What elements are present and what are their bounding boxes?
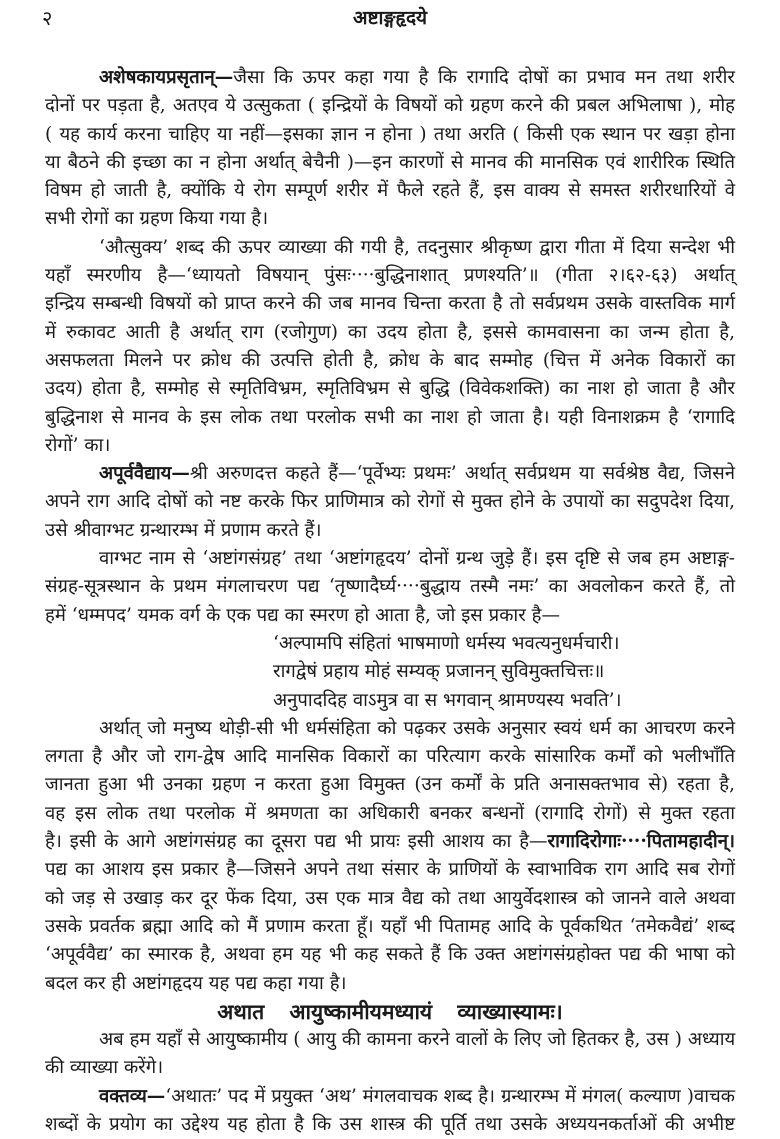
- line-text: लगता है और जो राग-द्वेष आदि मानसिक विकारों का परित्याग करके सांसारिक कर्मों को भलीभाँति: [45, 746, 735, 768]
- line-text: अथात आयुष्कामीयमध्यायं व्याख्यास्यामः।: [217, 998, 563, 1024]
- text-line: [45, 64, 735, 92]
- paragraph: [45, 1026, 735, 1083]
- text-line: [45, 290, 735, 318]
- text-line: [45, 205, 735, 233]
- line-text: को जड़ से उखाड़ कर दूर फेंक दिया, उस एक मात्र वैद्य को तथा आयुर्वेदशास्त्र को जानने वाले अथवा: [45, 887, 735, 909]
- text-line: [45, 602, 735, 630]
- text-line: [45, 573, 735, 601]
- text-line: [45, 630, 735, 658]
- text-line: [45, 177, 735, 205]
- text-line: [45, 828, 735, 856]
- text-line: [45, 460, 735, 488]
- text-line: [45, 687, 735, 715]
- line-text: अपने राग आदि दोषों को नष्ट करके फिर प्राणिमात्र को रोगों से मुक्त होने के उपायों का सदुपदेश दिया,: [45, 491, 735, 513]
- line-text: रोगों’ का।: [45, 434, 111, 456]
- text-line: [45, 234, 735, 262]
- line-text: सभी रोगों का ग्रहण किया गया है।: [45, 208, 269, 230]
- bold-lead-term: अपूर्ववैद्याय—: [99, 463, 190, 485]
- text-line: [45, 545, 735, 573]
- text-line: [45, 715, 735, 743]
- line-text: बदल कर ही अष्टांगहृदय यह पद्य कहा गया है।: [45, 972, 347, 994]
- line-text: विषम हो जाती है, क्योंकि ये रोग सम्पूर्ण शरीर में फैले रहते हैं, इस वाक्य से समस्त शरीरधारियों वे: [45, 180, 735, 202]
- text-line: [45, 998, 735, 1026]
- text-line: [45, 913, 735, 941]
- text-line: [45, 800, 735, 828]
- text-line: [45, 92, 735, 120]
- line-text: शब्दों के प्रयोग का उद्देश्य यह होता है कि उस शास्त्र की पूर्ति तथा उसके अध्ययनकर्ताओं की अभीष्ट: [45, 1113, 735, 1135]
- text-line: [45, 856, 735, 884]
- bold-lead-term: अशेषकायप्रसृतान्—: [99, 67, 234, 88]
- line-text: है। इसी के आगे अष्टांगसंग्रह का दूसरा पद्य भी प्रायः इसी आशय का है—: [45, 831, 548, 853]
- line-text: जानता हुआ भी उनका ग्रहण न करता हुआ विमुक्त (उन कर्मों के प्रति अनासक्तभाव से) रहता है,: [45, 774, 735, 796]
- section-heading: [45, 998, 735, 1026]
- line-text: वह इस लोक तथा परलोक में श्रमणता का अधिकारी बनकर बन्धनों (रागादि रोगों) से मुक्त रहता: [45, 802, 735, 824]
- text-line: [45, 347, 735, 375]
- line-text: असफलता मिलने पर क्रोध की उत्पत्ति होती है, क्रोध के बाद सम्मोह (चित्त में अनेक विकारों का: [45, 349, 735, 371]
- text-line: [45, 432, 735, 460]
- line-text: इन्द्रिय सम्बन्धी विषयों को प्राप्त करने की जब मानव चिन्ता करता है तो सर्वप्रथम उसके वास्तविक मार्ग: [45, 293, 735, 315]
- line-text: हमें ‘धम्मपद’ यमक वर्ग के एक पद्य का स्मरण हो आता है, जो इस प्रकार है—: [45, 604, 560, 626]
- line-text: अनुपाददिह वाऽमुत्र वा स भगवान् श्रामण्यस्य भवति’।: [273, 689, 622, 711]
- line-text: रागद्वेषं प्रहाय मोहं सम्यक् प्रजानन् सुविमुक्तचित्तः॥: [273, 661, 605, 683]
- page-body: [45, 64, 735, 1139]
- text-line: [45, 319, 735, 347]
- text-line: [45, 488, 735, 516]
- line-text: श्री अरुणदत्त कहते हैं—‘पूर्वेभ्यः प्रथमः’ अर्थात् सर्वप्रथम या सर्वश्रेष्ठ वैद्य, जिसने: [189, 463, 735, 485]
- text-line: [45, 941, 735, 969]
- page-number: २: [42, 6, 53, 30]
- line-text: दोनों पर पड़ता है, अतएव ये उत्सुकता ( इन्द्रियों के विषयों को ग्रहण करने की प्रबल अभिलाषा ), मोह: [45, 95, 735, 117]
- text-line: [45, 404, 735, 432]
- bold-quoted-verse: रागादिरोगाः····पितामहादीन्।: [547, 831, 735, 853]
- text-line: [45, 262, 735, 290]
- line-text: जैसा कि ऊपर कहा गया है कि रागादि दोषों का प्रभाव मन तथा शरीर: [233, 67, 735, 88]
- bold-lead-term: वक्तव्य—: [99, 1085, 166, 1107]
- line-text: या बैठने की इच्छा का न होना अर्थात् बेचैनी )—इन कारणों से मानव की मानसिक एवं शारीरिक स्थिति: [45, 151, 735, 173]
- line-text: उसे श्रीवाग्भट ग्रन्थारम्भ में प्रणाम करते हैं।: [45, 519, 322, 541]
- line-text: बुद्धिनाश से मानव के इस लोक तथा परलोक सभी का नाश हो जाता है। यही विनाशक्रम है ‘रागादि: [45, 406, 735, 428]
- line-text: ‘अथातः’ पद में प्रयुक्त ‘अथ’ मंगलवाचक शब्द है। ग्रन्थारम्भ में मंगल( कल्याण )वाचक: [165, 1085, 735, 1107]
- paragraph: [45, 1083, 735, 1139]
- line-text: अब हम यहाँ से आयुष्कामीय ( आयु की कामना करने वालों के लिए जो हितकर है, उस ) अध्याय: [99, 1029, 736, 1051]
- text-line: [45, 885, 735, 913]
- running-title: अष्टाङ्गहृदये: [352, 7, 428, 29]
- text-line: [45, 743, 735, 771]
- text-line: [45, 970, 735, 998]
- paragraph: [45, 234, 735, 460]
- text-line: [45, 1026, 735, 1054]
- text-line: [45, 1111, 735, 1139]
- line-text: यहाँ स्मरणीय है—‘ध्यायतो विषयान् पुंसः····बुद्धिनाशात् प्रणश्यति’॥ (गीता २।६२-६३) अर्थात्: [45, 265, 735, 287]
- line-text: उदय) होता है, सम्मोह से स्मृतिविभ्रम, स्मृतिविभ्रम से बुद्धि (विवेकशक्ति) का नाश हो जाता है और: [45, 378, 735, 400]
- text-line: [45, 517, 735, 545]
- text-line: [45, 1054, 735, 1082]
- paragraph: [45, 715, 735, 998]
- text-line: [45, 375, 735, 403]
- text-line: [45, 149, 735, 177]
- paragraph: [45, 64, 735, 234]
- text-line: [45, 1083, 735, 1111]
- line-text: पद्य का आशय इस प्रकार है—जिसने अपने तथा संसार के प्राणियों के स्वाभाविक राग आदि सब रोगों: [45, 859, 735, 881]
- line-text: की व्याख्या करेंगे।: [45, 1057, 164, 1079]
- line-text: ‘अपूर्ववैद्य’ का स्मारक है, अथवा हम यह भी कह सकते हैं कि उक्त अष्टांगसंग्रहोक्त पद्य की भाषा को: [45, 944, 735, 966]
- line-text: वाग्भट नाम से ‘अष्टांगसंग्रह’ तथा ‘अष्टांगहृदय’ दोनों ग्रन्थ जुड़े हैं। इस दृष्टि से जब हम अष्टाङ्ग-: [99, 548, 735, 570]
- paragraph: [45, 460, 735, 545]
- line-text: उसके प्रवर्तक ब्रह्मा आदि को मैं प्रणाम करता हूँ। यहाँ भी पितामह आदि के पूर्वकथित ‘तमेकवैद्यं’ शब्द: [45, 915, 735, 937]
- line-text: में रुकावट आती है अर्थात् राग (रजोगुण) का उदय होता है, इससे कामवासना का जन्म होता है,: [45, 321, 735, 343]
- paragraph: [45, 545, 735, 630]
- text-line: [45, 121, 735, 149]
- verse-block: [45, 630, 735, 715]
- line-text: ‘अल्पामपि संहितां भाषमाणो धर्मस्य भवत्यनुधर्मचारी।: [273, 632, 620, 654]
- line-text: ( यह कार्य करना चाहिए या नहीं—इसका ज्ञान न होना ) तथा अरति ( किसी एक स्थान पर खड़ा होना: [45, 123, 735, 145]
- line-text: ‘औत्सुक्य’ शब्द की ऊपर व्याख्या की गयी है, तदनुसार श्रीकृष्ण द्वारा गीता में दिया सन्देश भी: [99, 236, 735, 258]
- text-line: [45, 658, 735, 686]
- line-text: संग्रह-सूत्रस्थान के प्रथम मंगलाचरण पद्य ‘तृष्णादैर्घ्य····बुद्धाय तस्मै नमः’ का अवलोकन करते हैं, तो: [45, 576, 735, 598]
- text-line: [45, 771, 735, 799]
- line-text: अर्थात् जो मनुष्य थोड़ी-सी भी धर्मसंहिता को पढ़कर उसके अनुसार स्वयं धर्म का आचरण करने: [99, 717, 735, 739]
